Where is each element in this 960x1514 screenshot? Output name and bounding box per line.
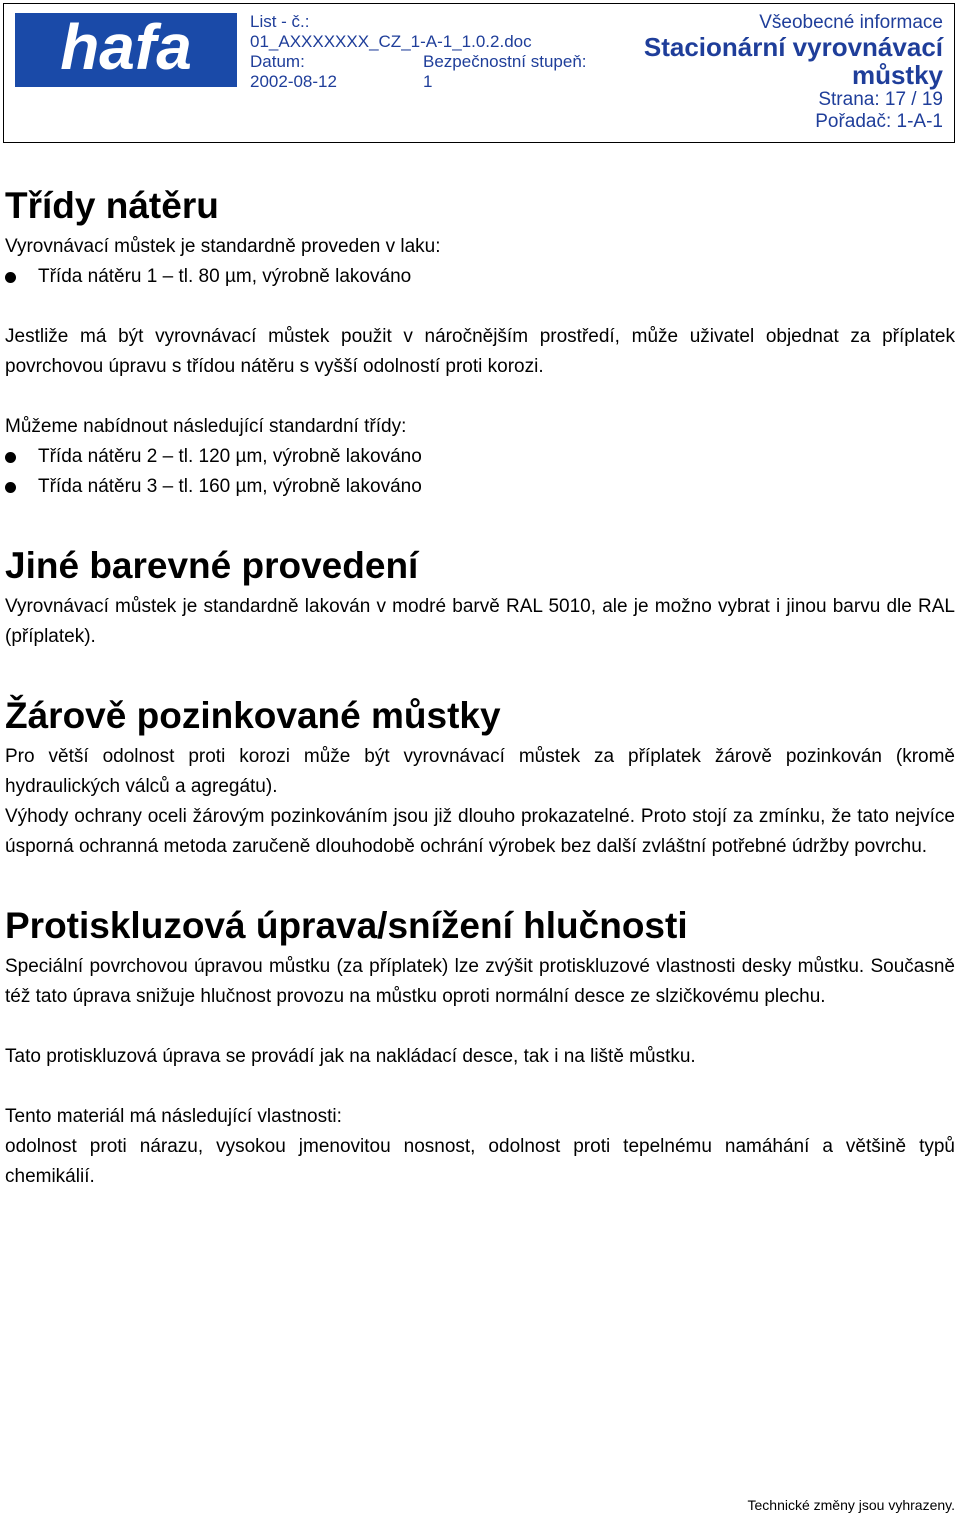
color-paragraph: Vyrovnávací můstek je standardně lakován v modré barvě RAL 5010, ale je možno vybrat i jinou barvu dle RAL (příplatek).: [5, 596, 955, 647]
document-header: [3, 3, 955, 143]
section-coating-classes: [5, 180, 955, 502]
section-other-colors: [5, 540, 955, 652]
galvanized-paragraph-1: Pro větší odolnost proti korozi může být vyrovnávací můstek za příplatek žárově pozinkován (kromě hydraulických válců a agregátu).: [5, 746, 955, 797]
document-body: [5, 180, 955, 1192]
list-item: Třída nátěru 2 – tl. 120 µm, výrobně lakováno: [5, 442, 955, 472]
security-value: 1: [423, 72, 433, 91]
hafa-logo: [15, 13, 237, 87]
heading-coating-classes: Třídy nátěru: [5, 185, 219, 226]
heading-antislip: Protiskluzová úprava/snížení hlučnosti: [5, 905, 688, 946]
heading-galvanized: Žárově pozinkované můstky: [5, 695, 501, 736]
date-label: Datum:: [250, 52, 305, 71]
list-item: Třída nátěru 3 – tl. 160 µm, výrobně lakováno: [5, 472, 955, 502]
bullet-icon: [5, 482, 16, 493]
security-label: Bezpečnostní stupeň:: [423, 52, 587, 71]
header-section: Všeobecné informace: [759, 12, 943, 33]
galvanized-paragraph-2: Výhody ochrany oceli žárovým pozinkováním jsou již dlouho prokazatelné. Proto stojí za zmínku, že tato nejvíce úsporná ochranná metoda zaručeně dlouhodobě ochrání výrobek bez další zvláštní potřebné údržby povrchu.: [5, 806, 955, 857]
bullet-icon: [5, 272, 16, 283]
binder-number: Pořadač: 1-A-1: [815, 111, 943, 132]
coating-offer: Můžeme nabídnout následující standardní třídy:: [5, 416, 407, 437]
coating-intro: Vyrovnávací můstek je standardně proveden v laku:: [5, 236, 441, 257]
header-title-line2: můstky: [851, 60, 943, 90]
svg-text:hafa: hafa: [60, 13, 192, 83]
antislip-paragraph-1: Speciální povrchovou úpravou můstku (za příplatek) lze zvýšit protiskluzové vlastnosti desky můstku. Současně též tato úprava snižuje hlučnost provozu na můstku oproti normální desce ze slzičkovému plechu.: [5, 956, 955, 1007]
page-number: Strana: 17 / 19: [818, 89, 943, 110]
sheet-label: List - č.:: [250, 12, 310, 31]
footer-note: Technické změny jsou vyhrazeny.: [747, 1497, 955, 1513]
heading-other-colors: Jiné barevné provedení: [5, 545, 419, 586]
header-title-line1: Stacionární vyrovnávací: [643, 32, 943, 62]
optional-coating-list: [5, 442, 955, 502]
list-item: Třída nátěru 1 – tl. 80 µm, výrobně lakováno: [5, 262, 955, 292]
bullet-icon: [5, 452, 16, 463]
standard-coating-list: [5, 262, 955, 292]
coating-paragraph: Jestliže má být vyrovnávací můstek použit v náročnějším prostředí, může uživatel objednat za příplatek povrchovou úpravu s třídou nátěru s vyšší odolností proti korozi.: [5, 326, 955, 377]
date-value: 2002-08-12: [250, 72, 337, 91]
sheet-value: 01_AXXXXXXX_CZ_1-A-1_1.0.2.doc: [250, 32, 532, 51]
section-antislip: [5, 900, 955, 1192]
antislip-properties-label: Tento materiál má následující vlastnosti:: [5, 1106, 342, 1127]
section-galvanized: [5, 690, 955, 862]
antislip-paragraph-2: Tato protiskluzová úprava se provádí jak na nakládací desce, tak i na liště můstku.: [5, 1046, 696, 1067]
antislip-properties: odolnost proti nárazu, vysokou jmenovitou nosnost, odolnost proti tepelnému namáhání a většině typů chemikálií.: [5, 1136, 955, 1187]
